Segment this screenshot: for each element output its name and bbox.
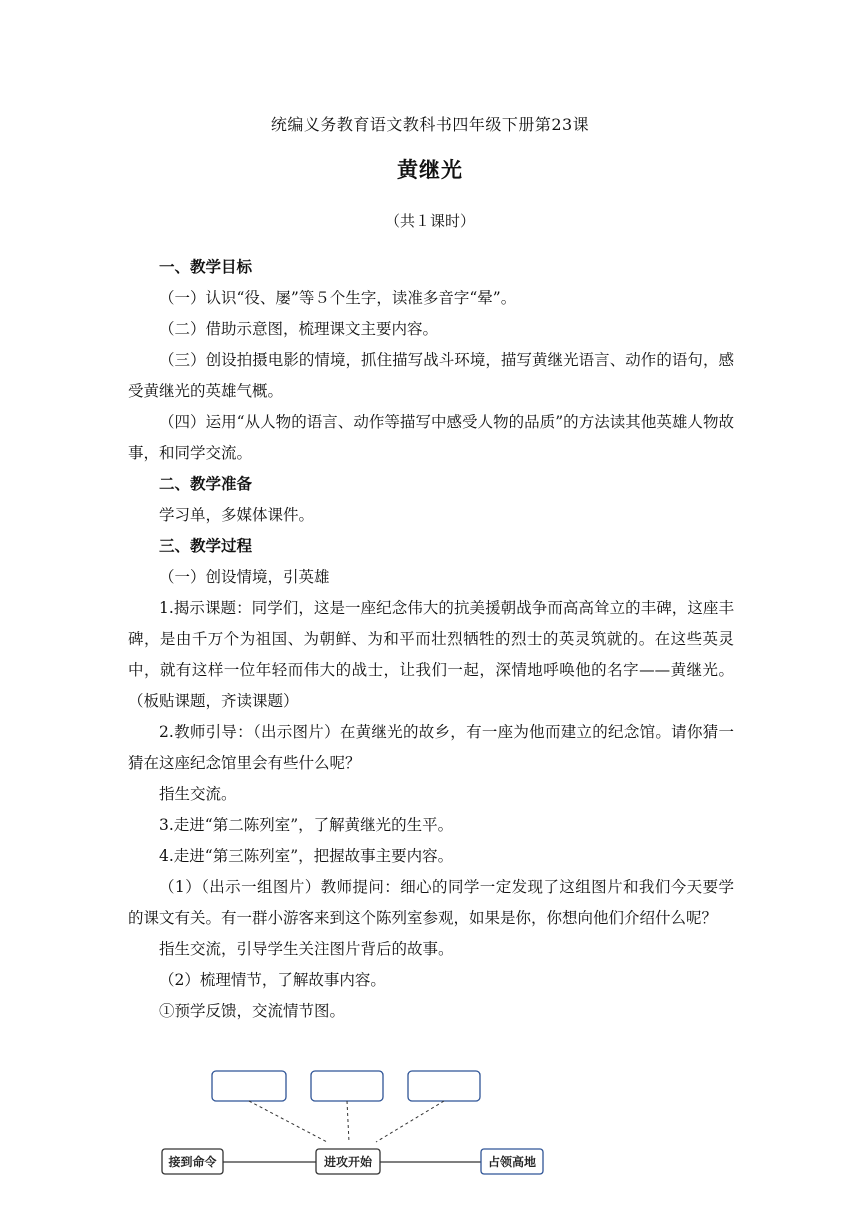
goals-heading: 一、教学目标 bbox=[159, 258, 253, 276]
node-occupy-highland bbox=[481, 1149, 543, 1174]
goal-1: （一）认识“役、屡”等５个生字，读准多音字“晕”。 bbox=[159, 289, 517, 307]
node-attack-start bbox=[316, 1149, 380, 1174]
blank-box-2 bbox=[311, 1071, 383, 1101]
lesson-period: （共１课时） bbox=[384, 212, 475, 230]
node-receive-order-label: 接到命令 bbox=[168, 1155, 217, 1169]
paragraph-6: （1）（出示一组图片）教师提问：细心的同学一定发现了这组图片和我们今天要学的课文有关。有一群小游客来到这个陈列室参观，如果是你，你想向他们介绍什么呢？ bbox=[128, 878, 734, 927]
dashed-connector-1 bbox=[249, 1101, 327, 1142]
paragraph-1: 1.揭示课题：同学们，这是一座纪念伟大的抗美援朝战争而高高耸立的丰碑，这座丰碑，是由千万个为祖国、为朝鲜、为和平而壮烈牺牲的烈士的英灵筑就的。在这些英灵中，就有这样一位年轻而伟大的战士，让我们一起，深情地呼唤他的名字——黄继光。（板贴课题，齐读课题） bbox=[128, 599, 734, 710]
process-heading: 三、教学过程 bbox=[159, 537, 253, 555]
paragraph-4: 3.走进“第二陈列室”，了解黄继光的生平。 bbox=[159, 816, 454, 834]
paragraph-3: 指生交流。 bbox=[159, 785, 237, 803]
paragraph-2: 2.教师引导：（出示图片）在黄继光的故乡，有一座为他而建立的纪念馆。请你猜一猜在这座纪念馆里会有些什么呢？ bbox=[128, 723, 734, 772]
dashed-connector-2 bbox=[347, 1101, 349, 1142]
node-occupy-highland-label: 占领高地 bbox=[487, 1155, 537, 1169]
textbook-subtitle: 统编义务教育语文教科书四年级下册第23课 bbox=[270, 115, 590, 134]
blank-box-1 bbox=[212, 1071, 286, 1101]
blank-box-3 bbox=[408, 1071, 480, 1101]
step-1-heading: （一）创设情境，引英雄 bbox=[159, 568, 330, 586]
lesson-title: 黄继光 bbox=[397, 158, 463, 182]
prep-heading: 二、教学准备 bbox=[159, 475, 253, 493]
goal-2: （二）借助示意图，梳理课文主要内容。 bbox=[159, 320, 439, 338]
goal-3: （三）创设拍摄电影的情境，抓住描写战斗环境，描写黄继光语言、动作的语句，感受黄继光的英雄气概。 bbox=[128, 351, 734, 400]
paragraph-8: （2）梳理情节，了解故事内容。 bbox=[159, 971, 386, 989]
prep-text: 学习单，多媒体课件。 bbox=[159, 506, 315, 524]
node-attack-start-label: 进攻开始 bbox=[323, 1155, 373, 1169]
paragraph-5: 4.走进“第三陈列室”，把握故事主要内容。 bbox=[159, 847, 454, 865]
node-receive-order bbox=[162, 1149, 223, 1174]
goal-4: （四）运用“从人物的语言、动作等描写中感受人物的品质”的方法读其他英雄人物故事，和同学交流。 bbox=[128, 413, 734, 462]
paragraph-9: ①预学反馈，交流情节图。 bbox=[159, 1002, 346, 1020]
paragraph-7: 指生交流，引导学生关注图片背后的故事。 bbox=[159, 940, 454, 958]
dashed-connector-3 bbox=[376, 1101, 444, 1142]
